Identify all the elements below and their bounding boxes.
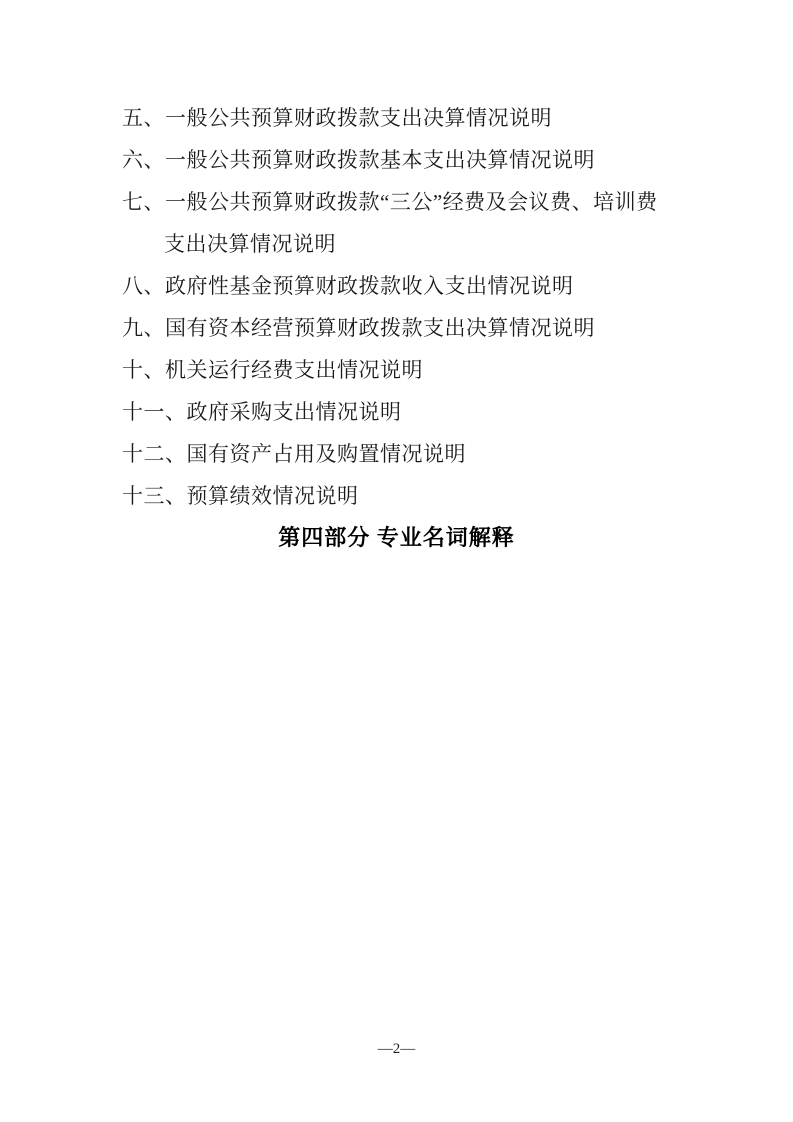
toc-line-5: 五、一般公共预算财政拨款支出决算情况说明 — [122, 106, 552, 130]
section-heading: 第四部分 专业名词解释 — [278, 525, 515, 550]
page-number: —2— — [377, 1041, 416, 1057]
toc-line-13: 十三、预算绩效情况说明 — [122, 484, 359, 508]
toc-line-11: 十一、政府采购支出情况说明 — [122, 400, 402, 424]
toc-line-9: 九、国有资本经营预算财政拨款支出决算情况说明 — [122, 316, 595, 340]
toc-line-8: 八、政府性基金预算财政拨款收入支出情况说明 — [122, 274, 574, 298]
toc-line-7: 七、一般公共预算财政拨款“三公”经费及会议费、培训费 — [122, 190, 658, 214]
toc-line-6: 六、一般公共预算财政拨款基本支出决算情况说明 — [122, 148, 595, 172]
toc-line-7-continuation: 支出决算情况说明 — [164, 232, 336, 256]
page-footer — [0, 1038, 793, 1060]
table-of-contents — [122, 97, 722, 517]
toc-line-10: 十、机关运行经费支出情况说明 — [122, 358, 423, 382]
toc-line-12: 十二、国有资产占用及购置情况说明 — [122, 442, 466, 466]
